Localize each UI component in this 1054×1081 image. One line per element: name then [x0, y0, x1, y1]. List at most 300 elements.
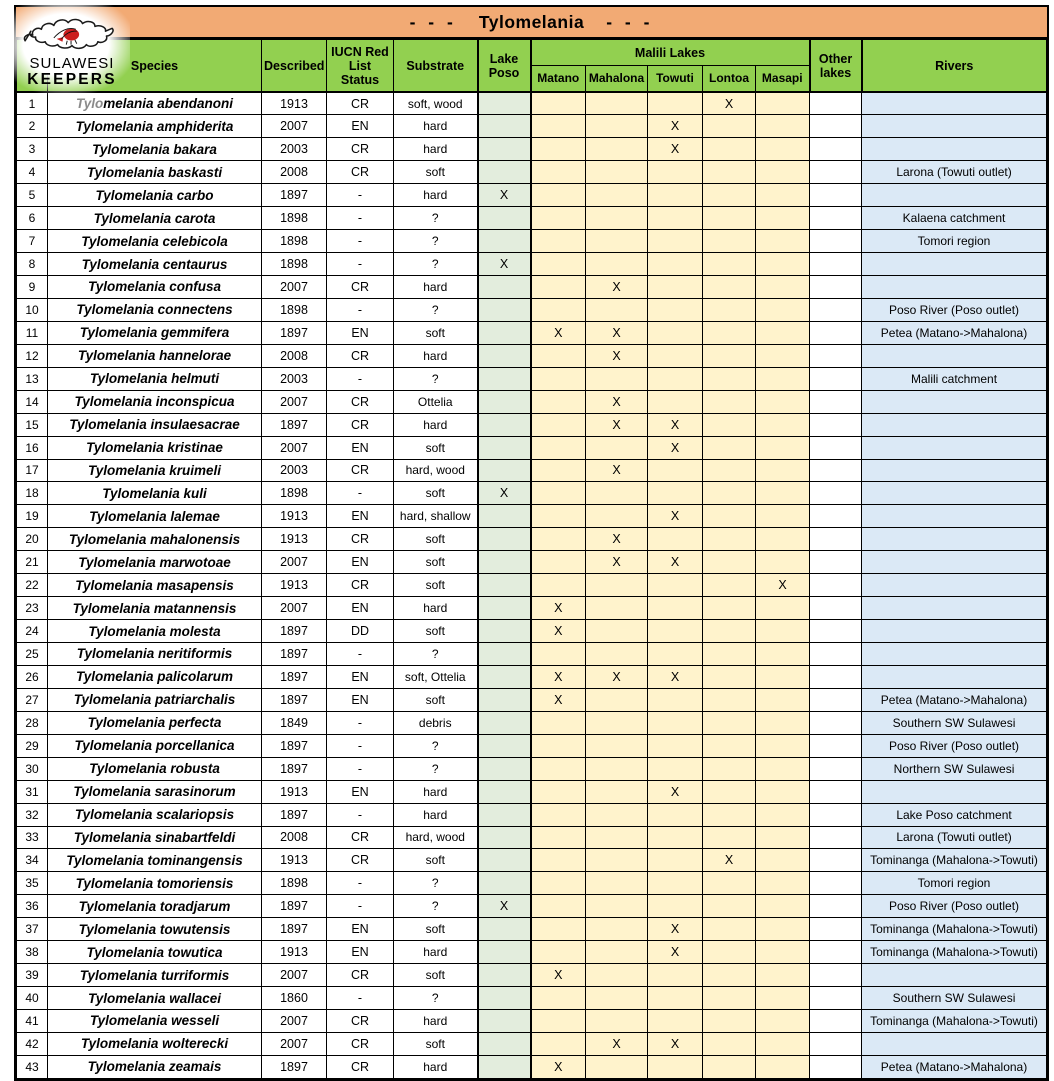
cell-row-number: 5 [17, 184, 48, 207]
cell-lake-masapi [756, 665, 810, 688]
cell-lake-mahalona [586, 872, 648, 895]
cell-lake-lontoa [703, 436, 756, 459]
cell-iucn-status: - [327, 643, 394, 666]
cell-row-number: 7 [17, 230, 48, 253]
cell-lake-lontoa [703, 574, 756, 597]
table-row [17, 184, 1047, 207]
cell-lake-towuti [648, 207, 703, 230]
cell-lake-towuti [648, 734, 703, 757]
cell-lake-masapi [756, 207, 810, 230]
cell-lake-matano [531, 413, 586, 436]
cell-species: Tylomelania carbo [48, 184, 262, 207]
cell-rivers: Malili catchment [862, 367, 1047, 390]
cell-lake-towuti [648, 574, 703, 597]
cell-substrate: hard [394, 413, 478, 436]
cell-described: 1913 [262, 849, 327, 872]
cell-row-number: 9 [17, 276, 48, 299]
cell-species: Tylomelania toradjarum [48, 895, 262, 918]
cell-described: 1897 [262, 184, 327, 207]
cell-lake-mahalona [586, 482, 648, 505]
table-row [17, 826, 1047, 849]
cell-lake-matano: X [531, 665, 586, 688]
cell-other-lakes [810, 780, 862, 803]
cell-iucn-status: - [327, 757, 394, 780]
cell-iucn-status: EN [327, 665, 394, 688]
cell-other-lakes [810, 711, 862, 734]
cell-row-number: 21 [17, 551, 48, 574]
cell-other-lakes [810, 620, 862, 643]
cell-iucn-status: DD [327, 620, 394, 643]
cell-iucn-status: CR [327, 276, 394, 299]
cell-iucn-status: CR [327, 459, 394, 482]
cell-lake-lontoa [703, 298, 756, 321]
cell-lake-masapi [756, 92, 810, 115]
cell-lake-towuti [648, 344, 703, 367]
cell-rivers: Tominanga (Mahalona->Towuti) [862, 849, 1047, 872]
cell-lake-mahalona [586, 138, 648, 161]
cell-row-number: 39 [17, 964, 48, 987]
cell-row-number: 38 [17, 941, 48, 964]
cell-lake-masapi [756, 620, 810, 643]
cell-iucn-status: CR [327, 390, 394, 413]
cell-species: Tylomelania sinabartfeldi [48, 826, 262, 849]
cell-other-lakes [810, 528, 862, 551]
cell-iucn-status: - [327, 184, 394, 207]
cell-other-lakes [810, 230, 862, 253]
table-row [17, 941, 1047, 964]
cell-lake-towuti [648, 321, 703, 344]
cell-other-lakes [810, 482, 862, 505]
cell-iucn-status: EN [327, 918, 394, 941]
cell-lake-matano [531, 895, 586, 918]
cell-other-lakes [810, 367, 862, 390]
cell-other-lakes [810, 459, 862, 482]
cell-other-lakes [810, 757, 862, 780]
cell-lake-masapi [756, 344, 810, 367]
cell-lake-poso [478, 597, 531, 620]
cell-rivers: Poso River (Poso outlet) [862, 734, 1047, 757]
cell-lake-lontoa: X [703, 849, 756, 872]
table-row [17, 1032, 1047, 1055]
cell-described: 1897 [262, 803, 327, 826]
cell-lake-masapi [756, 436, 810, 459]
table-row [17, 482, 1047, 505]
cell-lake-mahalona [586, 895, 648, 918]
col-header-towuti: Towuti [648, 66, 703, 93]
cell-lake-lontoa [703, 344, 756, 367]
cell-other-lakes [810, 413, 862, 436]
cell-species: Tylomelania lalemae [48, 505, 262, 528]
cell-rivers [862, 964, 1047, 987]
cell-rivers [862, 620, 1047, 643]
cell-lake-poso [478, 643, 531, 666]
cell-other-lakes [810, 161, 862, 184]
cell-other-lakes [810, 436, 862, 459]
cell-row-number: 8 [17, 253, 48, 276]
cell-lake-poso [478, 276, 531, 299]
cell-substrate: soft [394, 551, 478, 574]
cell-row-number: 28 [17, 711, 48, 734]
cell-lake-matano: X [531, 620, 586, 643]
cell-lake-mahalona [586, 620, 648, 643]
cell-lake-towuti [648, 92, 703, 115]
cell-lake-towuti [648, 298, 703, 321]
table-row [17, 620, 1047, 643]
cell-lake-masapi [756, 597, 810, 620]
cell-substrate: soft [394, 436, 478, 459]
cell-lake-masapi [756, 849, 810, 872]
cell-described: 1897 [262, 665, 327, 688]
cell-row-number: 29 [17, 734, 48, 757]
cell-lake-poso [478, 872, 531, 895]
cell-lake-mahalona [586, 253, 648, 276]
cell-lake-poso [478, 390, 531, 413]
cell-rivers: Southern SW Sulawesi [862, 711, 1047, 734]
cell-lake-masapi [756, 138, 810, 161]
cell-lake-mahalona [586, 184, 648, 207]
cell-species: Tylomelania mahalonensis [48, 528, 262, 551]
cell-lake-mahalona [586, 230, 648, 253]
cell-lake-matano [531, 115, 586, 138]
cell-species: Tylomelania towutensis [48, 918, 262, 941]
cell-substrate: hard [394, 138, 478, 161]
species-table [16, 39, 1047, 1079]
cell-lake-mahalona: X [586, 344, 648, 367]
cell-species: Tylomelania molesta [48, 620, 262, 643]
cell-lake-lontoa [703, 138, 756, 161]
cell-iucn-status: CR [327, 1010, 394, 1033]
cell-lake-mahalona [586, 436, 648, 459]
cell-other-lakes [810, 688, 862, 711]
cell-lake-towuti: X [648, 115, 703, 138]
cell-other-lakes [810, 734, 862, 757]
cell-described: 1898 [262, 230, 327, 253]
cell-described: 2007 [262, 390, 327, 413]
cell-lake-mahalona: X [586, 321, 648, 344]
cell-lake-towuti: X [648, 436, 703, 459]
cell-other-lakes [810, 597, 862, 620]
cell-rivers [862, 459, 1047, 482]
cell-rivers [862, 597, 1047, 620]
cell-lake-poso [478, 780, 531, 803]
cell-rivers: Northern SW Sulawesi [862, 757, 1047, 780]
cell-other-lakes [810, 849, 862, 872]
cell-lake-lontoa [703, 482, 756, 505]
cell-lake-masapi [756, 459, 810, 482]
cell-iucn-status: CR [327, 344, 394, 367]
cell-substrate: hard [394, 184, 478, 207]
cell-lake-matano [531, 367, 586, 390]
cell-iucn-status: CR [327, 849, 394, 872]
cell-rivers: Poso River (Poso outlet) [862, 895, 1047, 918]
cell-species: Tylomelania abendanoni [48, 92, 262, 115]
cell-lake-poso [478, 115, 531, 138]
table-row [17, 895, 1047, 918]
cell-lake-mahalona [586, 574, 648, 597]
cell-lake-lontoa [703, 253, 756, 276]
cell-lake-towuti [648, 1055, 703, 1078]
table-row [17, 298, 1047, 321]
col-header-matano: Matano [531, 66, 586, 93]
table-row [17, 390, 1047, 413]
cell-lake-lontoa [703, 1010, 756, 1033]
cell-lake-towuti: X [648, 413, 703, 436]
cell-iucn-status: - [327, 872, 394, 895]
cell-lake-poso [478, 711, 531, 734]
logo-text-keepers: KEEPERS [27, 71, 117, 88]
cell-iucn-status: EN [327, 780, 394, 803]
cell-lake-mahalona: X [586, 459, 648, 482]
cell-lake-poso [478, 620, 531, 643]
cell-described: 1898 [262, 253, 327, 276]
cell-species: Tylomelania inconspicua [48, 390, 262, 413]
cell-substrate: hard [394, 115, 478, 138]
cell-lake-poso [478, 826, 531, 849]
cell-described: 2008 [262, 826, 327, 849]
cell-substrate: ? [394, 643, 478, 666]
cell-other-lakes [810, 184, 862, 207]
cell-row-number: 24 [17, 620, 48, 643]
cell-species: Tylomelania insulaesacrae [48, 413, 262, 436]
cell-species: Tylomelania masapensis [48, 574, 262, 597]
cell-lake-masapi [756, 298, 810, 321]
cell-lake-mahalona [586, 757, 648, 780]
cell-lake-masapi [756, 276, 810, 299]
cell-lake-poso [478, 688, 531, 711]
cell-row-number: 18 [17, 482, 48, 505]
cell-rivers [862, 528, 1047, 551]
cell-described: 2007 [262, 1010, 327, 1033]
cell-substrate: ? [394, 298, 478, 321]
cell-substrate: ? [394, 367, 478, 390]
cell-described: 2007 [262, 436, 327, 459]
cell-lake-lontoa [703, 620, 756, 643]
cell-lake-poso [478, 803, 531, 826]
cell-species: Tylomelania tominangensis [48, 849, 262, 872]
cell-lake-lontoa [703, 987, 756, 1010]
cell-lake-poso [478, 1032, 531, 1055]
cell-iucn-status: - [327, 298, 394, 321]
cell-lake-mahalona: X [586, 665, 648, 688]
cell-rivers [862, 574, 1047, 597]
col-header-lake-poso: Lake Poso [478, 40, 531, 93]
cell-other-lakes [810, 138, 862, 161]
cell-substrate: ? [394, 987, 478, 1010]
table-body [17, 92, 1047, 1078]
cell-lake-lontoa [703, 964, 756, 987]
col-header-substrate: Substrate [394, 40, 478, 93]
cell-other-lakes [810, 987, 862, 1010]
cell-species: Tylomelania scalariopsis [48, 803, 262, 826]
cell-row-number: 43 [17, 1055, 48, 1078]
cell-row-number: 2 [17, 115, 48, 138]
cell-row-number: 1 [17, 92, 48, 115]
cell-row-number: 4 [17, 161, 48, 184]
cell-lake-poso: X [478, 895, 531, 918]
cell-lake-masapi [756, 780, 810, 803]
cell-described: 1913 [262, 528, 327, 551]
cell-iucn-status: - [327, 253, 394, 276]
table-row [17, 574, 1047, 597]
cell-lake-masapi [756, 161, 810, 184]
cell-lake-mahalona [586, 780, 648, 803]
cell-lake-matano [531, 390, 586, 413]
cell-substrate: hard, shallow [394, 505, 478, 528]
cell-lake-towuti [648, 987, 703, 1010]
cell-lake-mahalona: X [586, 1032, 648, 1055]
cell-lake-matano [531, 207, 586, 230]
cell-species: Tylomelania kruimeli [48, 459, 262, 482]
cell-described: 1898 [262, 298, 327, 321]
cell-species: Tylomelania celebicola [48, 230, 262, 253]
cell-species: Tylomelania patriarchalis [48, 688, 262, 711]
cell-substrate: hard [394, 344, 478, 367]
cell-iucn-status: - [327, 734, 394, 757]
cell-iucn-status: CR [327, 138, 394, 161]
cell-rivers [862, 253, 1047, 276]
cell-described: 2008 [262, 161, 327, 184]
cell-other-lakes [810, 276, 862, 299]
cell-lake-masapi [756, 826, 810, 849]
table-row [17, 367, 1047, 390]
cell-lake-mahalona [586, 298, 648, 321]
cell-other-lakes [810, 298, 862, 321]
cell-rivers: Larona (Towuti outlet) [862, 161, 1047, 184]
cell-rivers [862, 482, 1047, 505]
cell-described: 1898 [262, 482, 327, 505]
table-row [17, 643, 1047, 666]
cell-other-lakes [810, 643, 862, 666]
cell-lake-matano [531, 459, 586, 482]
cell-row-number: 17 [17, 459, 48, 482]
cell-lake-towuti [648, 826, 703, 849]
cell-lake-poso [478, 436, 531, 459]
cell-lake-matano: X [531, 688, 586, 711]
cell-lake-mahalona [586, 92, 648, 115]
cell-rivers: Tominanga (Mahalona->Towuti) [862, 1010, 1047, 1033]
cell-lake-lontoa [703, 780, 756, 803]
cell-lake-lontoa [703, 757, 756, 780]
cell-lake-towuti [648, 895, 703, 918]
cell-rivers: Petea (Matano->Mahalona) [862, 688, 1047, 711]
species-gray-prefix: Tylo [75, 96, 104, 112]
cell-substrate: soft [394, 918, 478, 941]
cell-lake-poso: X [478, 184, 531, 207]
cell-lake-towuti: X [648, 918, 703, 941]
cell-described: 2003 [262, 459, 327, 482]
cell-lake-poso [478, 849, 531, 872]
cell-row-number: 30 [17, 757, 48, 780]
cell-lake-matano [531, 528, 586, 551]
cell-rivers [862, 643, 1047, 666]
cell-row-number: 37 [17, 918, 48, 941]
cell-other-lakes [810, 92, 862, 115]
cell-species: Tylomelania turriformis [48, 964, 262, 987]
cell-lake-lontoa [703, 872, 756, 895]
cell-described: 1913 [262, 941, 327, 964]
cell-lake-towuti: X [648, 1032, 703, 1055]
cell-substrate: soft [394, 688, 478, 711]
cell-lake-towuti [648, 872, 703, 895]
cell-iucn-status: CR [327, 964, 394, 987]
cell-substrate: ? [394, 872, 478, 895]
cell-rivers [862, 92, 1047, 115]
cell-row-number: 41 [17, 1010, 48, 1033]
cell-lake-towuti [648, 390, 703, 413]
cell-rivers: Petea (Matano->Mahalona) [862, 1055, 1047, 1078]
cell-lake-mahalona: X [586, 528, 648, 551]
cell-described: 2007 [262, 964, 327, 987]
cell-lake-towuti [648, 803, 703, 826]
cell-lake-towuti [648, 597, 703, 620]
cell-rivers [862, 138, 1047, 161]
cell-lake-poso [478, 551, 531, 574]
cell-iucn-status: EN [327, 321, 394, 344]
cell-lake-mahalona [586, 505, 648, 528]
cell-substrate: soft [394, 964, 478, 987]
cell-described: 1860 [262, 987, 327, 1010]
cell-iucn-status: CR [327, 574, 394, 597]
cell-lake-matano [531, 276, 586, 299]
cell-substrate: hard, wood [394, 826, 478, 849]
cell-lake-poso [478, 987, 531, 1010]
cell-row-number: 16 [17, 436, 48, 459]
table-header [17, 40, 1047, 93]
cell-rivers [862, 551, 1047, 574]
cell-lake-matano [531, 849, 586, 872]
cell-other-lakes [810, 964, 862, 987]
cell-iucn-status: EN [327, 551, 394, 574]
cell-rivers: Tomori region [862, 230, 1047, 253]
cell-substrate: hard [394, 941, 478, 964]
cell-other-lakes [810, 207, 862, 230]
table-row [17, 230, 1047, 253]
cell-lake-lontoa [703, 803, 756, 826]
cell-lake-poso [478, 734, 531, 757]
cell-lake-mahalona [586, 367, 648, 390]
cell-lake-matano: X [531, 964, 586, 987]
cell-species: Tylomelania wesseli [48, 1010, 262, 1033]
cell-species: Tylomelania amphiderita [48, 115, 262, 138]
cell-lake-mahalona [586, 1010, 648, 1033]
cell-lake-matano: X [531, 1055, 586, 1078]
cell-described: 2007 [262, 597, 327, 620]
cell-lake-poso [478, 1010, 531, 1033]
cell-lake-matano [531, 138, 586, 161]
cell-other-lakes [810, 941, 862, 964]
cell-lake-lontoa [703, 505, 756, 528]
cell-lake-poso [478, 528, 531, 551]
cell-lake-towuti [648, 253, 703, 276]
sulawesi-island-drawing [22, 14, 122, 58]
cell-lake-towuti [648, 688, 703, 711]
cell-lake-lontoa [703, 895, 756, 918]
cell-lake-lontoa [703, 597, 756, 620]
cell-lake-lontoa [703, 321, 756, 344]
cell-species: Tylomelania kristinae [48, 436, 262, 459]
cell-lake-lontoa [703, 230, 756, 253]
cell-substrate: soft [394, 161, 478, 184]
table-row [17, 964, 1047, 987]
cell-described: 1897 [262, 321, 327, 344]
col-header-lontoa: Lontoa [703, 66, 756, 93]
cell-row-number: 27 [17, 688, 48, 711]
cell-lake-matano [531, 253, 586, 276]
table-row [17, 872, 1047, 895]
cell-other-lakes [810, 505, 862, 528]
cell-lake-towuti [648, 230, 703, 253]
table-row [17, 138, 1047, 161]
